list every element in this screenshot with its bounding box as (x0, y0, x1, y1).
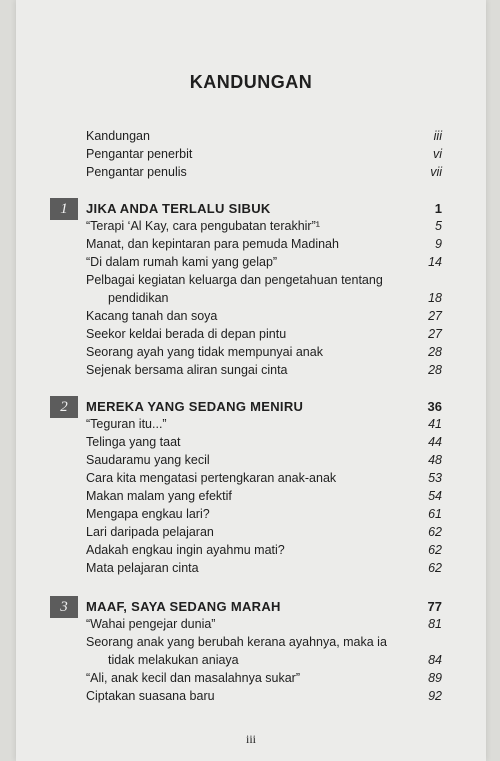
toc-entry-continued (86, 652, 442, 668)
chapter-title: MAAF, SAYA SEDANG MARAH (86, 599, 281, 614)
toc-entry-page: 89 (428, 671, 442, 685)
toc-entry-page: 62 (428, 543, 442, 557)
toc-entry (86, 452, 442, 468)
toc-entry-page: 5 (435, 219, 442, 233)
toc-entry-title: Pengantar penerbit (86, 147, 193, 161)
toc-entry (86, 488, 442, 504)
toc-entry (86, 434, 442, 450)
toc-entry-title: pendidikan (108, 291, 169, 305)
toc-entry-title: Kandungan (86, 129, 150, 143)
toc-entry-title: Sejenak bersama aliran sungai cinta (86, 363, 288, 377)
toc-entry (86, 688, 442, 704)
chapter-number-badge: 1 (50, 198, 78, 220)
book-page (16, 0, 486, 761)
toc-entry (86, 616, 442, 632)
toc-entry-page: iii (433, 129, 442, 143)
toc-entry-page: 62 (428, 525, 442, 539)
toc-entry-page: 9 (435, 237, 442, 251)
toc-entry-title: Mengapa engkau lari? (86, 507, 210, 521)
toc-entry-page: 48 (428, 453, 442, 467)
toc-entry-continued (86, 290, 442, 306)
toc-entry-title: Seorang ayah yang tidak mempunyai anak (86, 345, 323, 359)
toc-entry-page: 18 (428, 291, 442, 305)
toc-entry-title: tidak melakukan aniaya (108, 653, 239, 667)
toc-entry (86, 254, 442, 270)
toc-entry-title: Adakah engkau ingin ayahmu mati? (86, 543, 285, 557)
toc-entry-title: “Ali, anak kecil dan masalahnya sukar” (86, 671, 300, 685)
toc-entry-title: Pelbagai kegiatan keluarga dan pengetahuan tentang (86, 273, 383, 287)
toc-entry (86, 128, 442, 144)
toc-entry-title: “Di dalam rumah kami yang gelap” (86, 255, 278, 269)
toc-entry-page: 81 (428, 617, 442, 631)
page-number: iii (245, 732, 256, 746)
toc-entry-page: 14 (428, 255, 442, 269)
toc-entry-title: Makan malam yang efektif (86, 489, 232, 503)
chapter-title: MEREKA YANG SEDANG MENIRU (86, 399, 304, 414)
toc-entry (86, 560, 442, 576)
toc-entry-title: Cara kita mengatasi pertengkaran anak-anak (86, 471, 337, 485)
toc-entry-page: 28 (428, 345, 442, 359)
toc-entry (86, 416, 442, 432)
toc-entry-page: 92 (428, 689, 442, 703)
toc-entry-title: Pengantar penulis (86, 165, 187, 179)
toc-entry (86, 506, 442, 522)
toc-entry-title: Manat, dan kepintaran para pemuda Madinah (86, 237, 339, 251)
chapter-page: 77 (427, 599, 442, 614)
toc-entry-title: Mata pelajaran cinta (86, 561, 199, 575)
toc-entry-page: 62 (428, 561, 442, 575)
toc-entry-page: vii (430, 165, 442, 179)
toc-entry-page: 84 (428, 653, 442, 667)
toc-entry-title: Kacang tanah dan soya (86, 309, 218, 323)
toc-entry-title: Ciptakan suasana baru (86, 689, 215, 703)
toc-entry (86, 524, 442, 540)
chapter-page: 1 (434, 201, 442, 216)
toc-entry-title: Telinga yang taat (86, 435, 181, 449)
toc-entry (86, 308, 442, 324)
toc-entry (86, 272, 442, 288)
toc-entry (86, 362, 442, 378)
toc-entry-title: “Wahai pengejar dunia” (86, 617, 216, 631)
toc-entry-page: vi (432, 147, 442, 161)
toc-entry (86, 670, 442, 686)
toc-entry-page: 54 (428, 489, 442, 503)
toc-entry (86, 634, 442, 650)
toc-entry-page: 28 (428, 363, 442, 377)
toc-entry-title: Lari daripada pelajaran (86, 525, 214, 539)
toc-entry (86, 470, 442, 486)
toc-entry (86, 236, 442, 252)
toc-entry-page: 41 (428, 417, 442, 431)
toc-entry-title: Seorang anak yang berubah kerana ayahnya, maka ia (86, 635, 387, 649)
page-title: KANDUNGAN (189, 72, 313, 92)
toc-entry-title: “Terapi ‘Al Kay, cara pengubatan terakhir”¹ (86, 219, 320, 233)
toc-entry (86, 164, 442, 180)
toc-entry-page: 44 (428, 435, 442, 449)
toc-entry (86, 344, 442, 360)
chapter-number-badge: 2 (50, 396, 78, 418)
toc-entry (86, 218, 442, 234)
chapter-page: 36 (427, 399, 442, 414)
toc-entry-title: Saudaramu yang kecil (86, 453, 210, 467)
toc-entry-page: 53 (428, 471, 442, 485)
chapter-number-badge: 3 (50, 596, 78, 618)
toc-entry-page: 61 (428, 507, 442, 521)
chapter-title: JIKA ANDA TERLALU SIBUK (86, 201, 271, 216)
toc-entry-title: Seekor keldai berada di depan pintu (86, 327, 287, 341)
toc-entry-page: 27 (428, 327, 442, 341)
toc-entry-page: 27 (428, 309, 442, 323)
toc-entry (86, 146, 442, 162)
toc-entry (86, 326, 442, 342)
toc-entry-title: “Teguran itu...” (86, 417, 167, 431)
toc-entry (86, 542, 442, 558)
